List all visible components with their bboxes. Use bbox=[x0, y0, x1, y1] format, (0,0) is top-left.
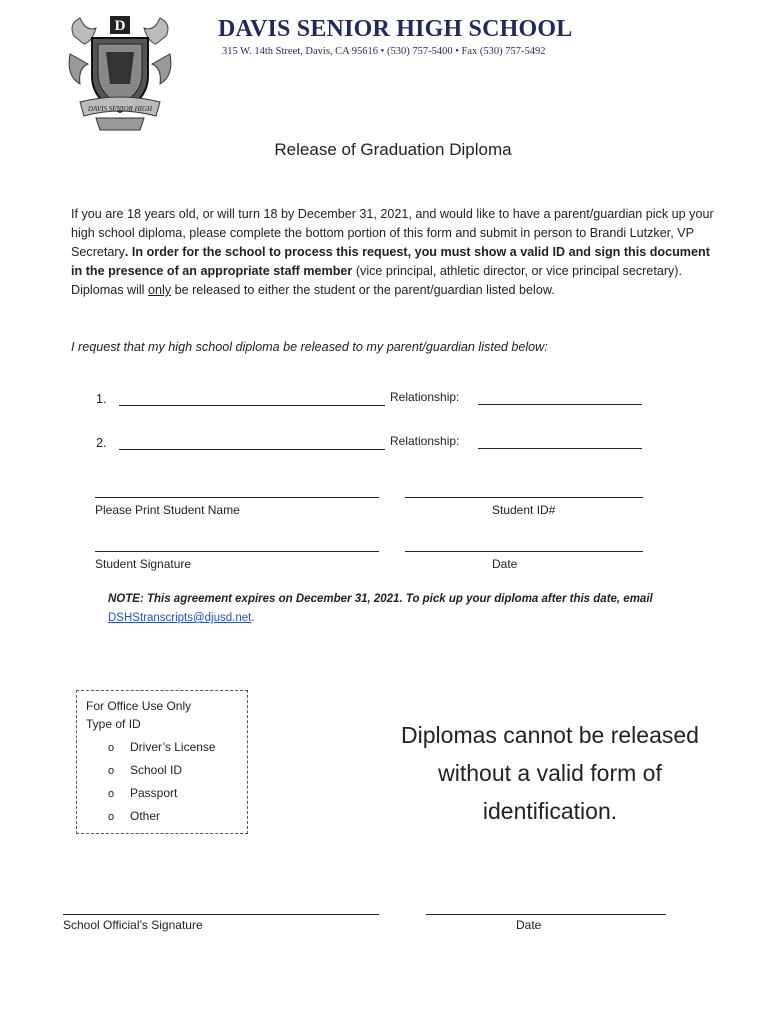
student-id-field[interactable] bbox=[405, 497, 643, 498]
checkbox-icon: o bbox=[108, 788, 115, 800]
note-text: NOTE: This agreement expires on December 31, 2021. To pick up your diploma after this date, email bbox=[108, 593, 653, 605]
student-date-label: Date bbox=[492, 557, 518, 571]
guardian-1-relationship-field[interactable] bbox=[478, 404, 642, 405]
student-name-label: Please Print Student Name bbox=[95, 503, 240, 517]
office-use-header bbox=[86, 697, 191, 733]
crest-text: DAVIS SENIOR HIGH bbox=[87, 105, 153, 113]
instructions-only: only bbox=[147, 283, 172, 297]
guardian-2-number: 2. bbox=[96, 436, 107, 450]
id-required-warning: Diplomas cannot be released without a valid form of identification. bbox=[401, 722, 699, 824]
instructions-paragraph bbox=[71, 205, 719, 300]
instructions-bold: . In order for the school to process this request, you must show a valid ID and sign this document in the presence of an appropriate staff member bbox=[71, 245, 710, 278]
id-option-drivers-license[interactable] bbox=[108, 740, 216, 754]
checkbox-icon: o bbox=[108, 765, 115, 777]
student-signature-field[interactable] bbox=[95, 551, 379, 552]
id-option-school-id[interactable] bbox=[108, 763, 182, 777]
id-option-label: School ID bbox=[130, 763, 183, 777]
instructions-text: If you are 18 years old, or will turn 18 by December 31, 2021, and would like to have a parent/guardian pick up your high school diploma, please complete the bottom portion of this form and submit in person to Brandi Lutzker, VP Secretary bbox=[71, 207, 714, 259]
id-option-label: Driver’s License bbox=[130, 740, 216, 754]
school-crest-icon bbox=[66, 14, 174, 132]
id-option-label: Passport bbox=[130, 786, 178, 800]
checkbox-icon: o bbox=[108, 811, 115, 823]
id-option-other[interactable] bbox=[108, 809, 160, 823]
office-use-title: For Office Use Only bbox=[86, 699, 192, 713]
guardian-1-number: 1. bbox=[96, 392, 107, 406]
checkbox-icon: o bbox=[108, 742, 115, 754]
email-link[interactable]: DSHStranscripts@djusd.net bbox=[108, 612, 252, 624]
id-type-label: Type of ID bbox=[86, 717, 141, 731]
student-name-field[interactable] bbox=[95, 497, 379, 498]
id-option-passport[interactable] bbox=[108, 786, 177, 800]
request-statement: I request that my high school diploma be released to my parent/guardian listed below: bbox=[71, 340, 548, 354]
guardian-2-name-field[interactable] bbox=[119, 449, 385, 450]
instructions-text-3: be released to either the student or the parent/guardian listed below. bbox=[171, 283, 555, 297]
official-date-label: Date bbox=[516, 918, 542, 932]
guardian-1-name-field[interactable] bbox=[119, 405, 385, 406]
svg-text:D: D bbox=[114, 18, 126, 34]
school-address: 315 W. 14th Street, Davis, CA 95616 • (530) 757-5400 • Fax (530) 757-5492 bbox=[222, 46, 546, 57]
student-id-label: Student ID# bbox=[492, 503, 556, 517]
student-signature-label: Student Signature bbox=[95, 557, 192, 571]
guardian-2-relationship-label: Relationship: bbox=[390, 434, 460, 448]
document-title: Release of Graduation Diploma bbox=[274, 140, 512, 159]
official-signature-label: School Official’s Signature bbox=[63, 918, 203, 932]
expiration-note bbox=[108, 590, 728, 628]
guardian-2-relationship-field[interactable] bbox=[478, 448, 642, 449]
guardian-1-relationship-label: Relationship: bbox=[390, 390, 460, 404]
school-name: DAVIS SENIOR HIGH SCHOOL bbox=[218, 16, 573, 42]
id-option-label: Other bbox=[130, 809, 161, 823]
official-signature-field[interactable] bbox=[63, 914, 379, 915]
note-end: . bbox=[251, 612, 255, 624]
official-date-field[interactable] bbox=[426, 914, 666, 915]
instructions-text-2: (vice principal, athletic director, or vice principal secretary). Diplomas will bbox=[71, 264, 683, 297]
student-date-field[interactable] bbox=[405, 551, 643, 552]
